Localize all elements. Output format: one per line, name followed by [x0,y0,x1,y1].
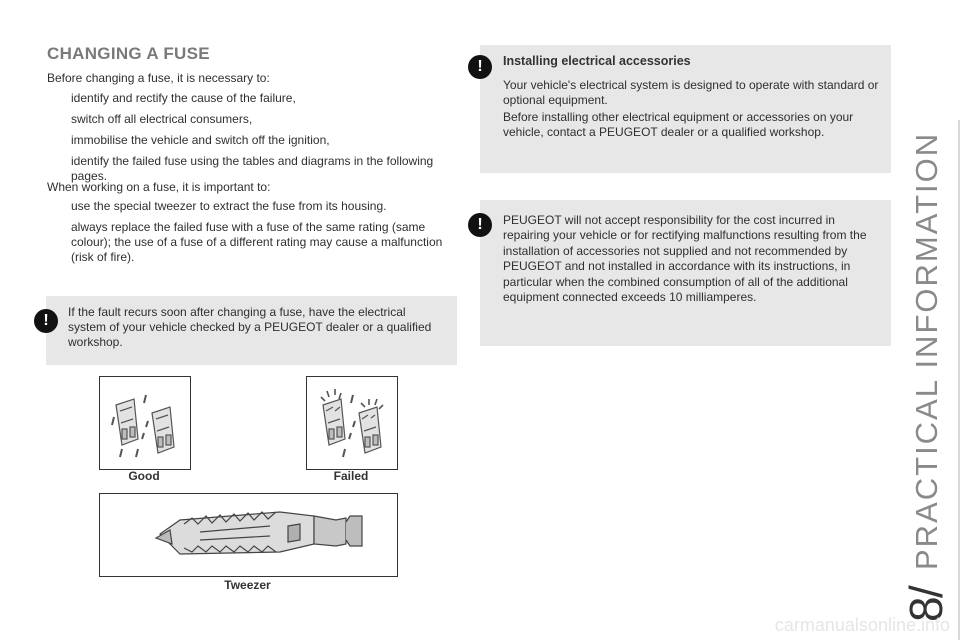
good-fuse-figure [99,376,191,470]
tweezer-figure [99,493,398,577]
intro-text: Before changing a fuse, it is necessary to: [47,71,270,85]
good-caption: Good [128,469,160,483]
tweezer-illustration [100,494,397,576]
good-fuse-illustration [100,377,190,469]
list-item: always replace the failed fuse with a fuse of the same rating (same colour); the use of a fuse of a different rating may cause a malfunction (risk of fire). [71,220,443,264]
fault-warning-box [43,296,457,365]
chapter-title: PRACTICAL INFORMATION [909,131,944,570]
accessories-title: Installing electrical accessories [503,54,691,68]
warning-icon: ! [34,309,58,333]
warning-icon: ! [468,213,492,237]
failed-fuse-illustration [307,377,397,469]
info-icon: ! [468,55,492,79]
list-item: identify the failed fuse using the tables and diagrams in the following pages. [71,154,434,183]
liability-text: PEUGEOT will not accept responsibility for the cost incurred in repairing your vehicle or for rectifying malfunctions resulting from the installation of accessories not supplied and not recommended by PEUGEOT and not installed in accordance with its instructions, in particular when the combined consumption of all of the additional equipment connected exceeds 10 milliamperes. [503,213,867,305]
list-item: identify and rectify the cause of the failure, [71,91,296,105]
working-steps-list [47,199,447,271]
list-item: use the special tweezer to extract the fuse from its housing. [71,199,387,213]
list-item: immobilise the vehicle and switch off the ignition, [71,133,330,147]
accessories-paragraph-1: Your vehicle's electrical system is designed to operate with standard or optional equipment. [503,78,879,107]
accessories-box [477,45,891,173]
fault-warning-text: If the fault recurs soon after changing a fuse, have the electrical system of your vehicle checked by a PEUGEOT dealer or a qualified workshop. [68,305,432,349]
steps-list [47,91,447,190]
chapter-number: 8 [900,596,952,622]
tweezer-caption: Tweezer [224,578,271,592]
accessories-paragraph-2: Before installing other electrical equipment or accessories on your vehicle, contact a PEUGEOT dealer or a qualified workshop. [503,110,854,139]
section-title: CHANGING A FUSE [47,44,210,63]
liability-warning-box [477,200,891,346]
failed-fuse-figure [306,376,398,470]
watermark-text: carmanualsonline.info [774,615,950,635]
list-item: switch off all electrical consumers, [71,112,253,126]
chapter-slash: / [900,585,952,598]
chapter-heading [895,0,955,640]
working-intro-text: When working on a fuse, it is important to: [47,180,271,194]
failed-caption: Failed [333,469,369,483]
